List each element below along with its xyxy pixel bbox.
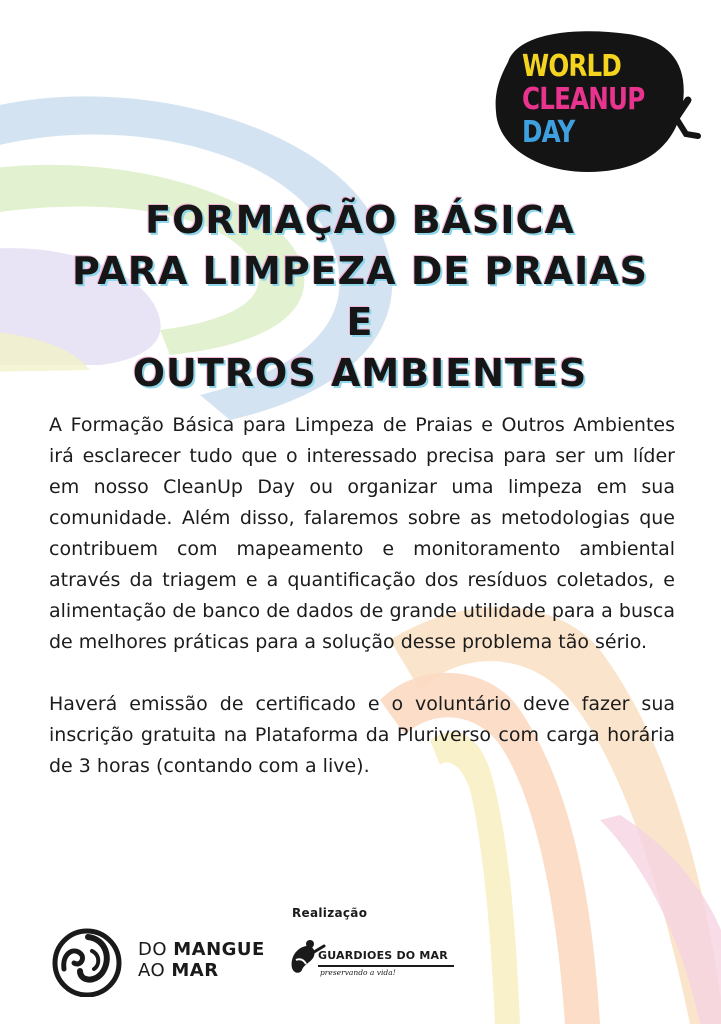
world-cleanup-day-logo [488, 22, 703, 180]
wave-band-pink [600, 815, 721, 1024]
wordmark-line-cleanup: CLEANUP [522, 82, 645, 117]
description-paragraph-1: A Formação Básica para Limpeza de Praias e Outros Ambientes irá esclarecer tudo que o interessado precisa para ser um líder em nosso CleanUp Day ou organizar uma limpeza em sua comunidade. Além disso, falaremos sobre as metodologias que contribuem com mapeamento e monitoramento ambiental através da triagem e a quantificação dos resíduos coletados, e alimentação de banco de dados de grande utilidade para a busca de melhores práticas para a solução desse problema tão sério. [49, 414, 675, 653]
wordmark-line-ao-mar [138, 960, 265, 981]
realizacao-label: Realização [292, 906, 368, 920]
guardioes-tagline: preservando a vida! [320, 968, 396, 977]
do-mangue-ao-mar-logo [50, 925, 265, 997]
description-body [49, 410, 675, 813]
do-mangue-ao-mar-wordmark [138, 939, 265, 981]
guardioes-do-mar-logo [288, 938, 460, 982]
guardioes-underline [318, 965, 454, 967]
wordmark-mangue: MANGUE [173, 939, 265, 960]
page-title [60, 195, 660, 399]
wordmark-line-world: WORLD [522, 49, 621, 84]
title-line-2: PARA LIMPEZA DE PRAIAS E [71, 249, 648, 344]
wordmark-do: DO [138, 939, 174, 960]
description-paragraph-2: Haverá emissão de certificado e o voluntário deve fazer sua inscrição gratuita na Plataforma da Pluriverso com carga horária de 3 horas (contando com a live). [49, 693, 675, 777]
wordmark-line-do-mangue [138, 939, 265, 960]
world-cleanup-day-wordmark [522, 50, 644, 149]
wordmark-line-day: DAY [522, 115, 575, 150]
title-line-3: OUTROS AMBIENTES [132, 351, 588, 395]
wave-spiral-icon [50, 925, 124, 997]
wordmark-mar: MAR [171, 960, 219, 981]
guardioes-wordmark: GUARDIOES DO MAR [318, 949, 448, 962]
title-line-1: FORMAÇÃO BÁSICA [145, 198, 575, 242]
wordmark-ao: AO [138, 960, 172, 981]
